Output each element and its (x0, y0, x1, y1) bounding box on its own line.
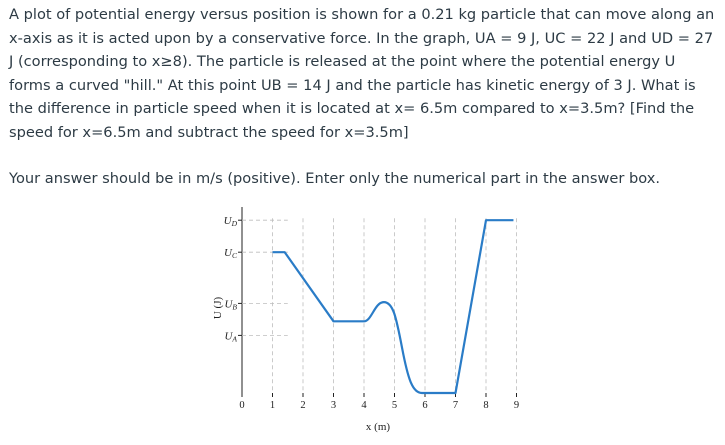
potential-energy-graph (195, 205, 535, 440)
grid-layer (273, 218, 517, 393)
y-level-ticks (224, 215, 288, 343)
level-label-c: UC (224, 247, 237, 261)
x-tick-label-4: 4 (361, 400, 367, 411)
level-label-a: UA (224, 330, 237, 344)
x-tick-label-9: 9 (513, 400, 520, 411)
x-tick-label-2: 2 (300, 400, 306, 411)
x-tick-label-6: 6 (422, 400, 428, 411)
x-tick-label-7: 7 (452, 400, 459, 411)
x-tick-label-5: 5 (391, 400, 398, 411)
x-tick-label-0: 0 (239, 400, 245, 411)
answer-instructions: Your answer should be in m/s (positive). Enter only the numerical part in the answer box. (9, 170, 661, 187)
x-tick-label-8: 8 (483, 400, 489, 411)
x-ticks (239, 393, 519, 411)
potential-energy-curve (273, 220, 514, 393)
level-label-b: UB (224, 298, 237, 312)
problem-text: A plot of potential energy versus position is shown for a 0.21 kg particle that can move along an x-axis as it is acted upon by a conservative force. In the graph, UA = 9 J, UC = 22 J and UD = 27 J (corresponding to x≥8). The particle is released at the point where the potential energy U forms a curved "hill." At this point UB = 14 J and the particle has kinetic energy of 3 J. What is the difference in particle speed when it is located at x= 6.5m compared to x=3.5m? [Find the speed for x=6.5m and subtract the speed for x=3.5m] (9, 6, 715, 141)
x-tick-label-3: 3 (330, 400, 337, 411)
x-tick-label-1: 1 (269, 400, 276, 411)
y-axis-title: U (J) (212, 296, 224, 320)
level-label-d: UD (223, 215, 237, 229)
x-axis-title: x (m) (365, 421, 391, 433)
